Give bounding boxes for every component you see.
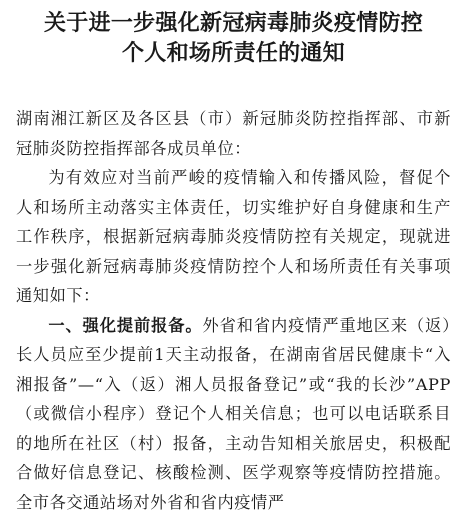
document-body (16, 104, 451, 517)
title-line-1: 关于进一步强化新冠病毒肺炎疫情防控 (16, 8, 451, 38)
intro-paragraph: 为有效应对当前严峻的疫情输入和传播风险，督促个人和场所主动落实主体责任，切实维护好自身健康和生产工作秩序，根据新冠病毒肺炎疫情防控有关规定，现就进一步强化新冠病毒肺炎疫情防控个人和场所责任有关事项通知如下： (16, 163, 451, 311)
section-1-heading: 一、强化提前报备。 (48, 316, 202, 335)
document-title (16, 0, 451, 68)
section-1-paragraph (16, 311, 451, 517)
section-1-text: 外省和省内疫情严重地区来（返）长人员应至少提前1天主动报备，在湖南省居民健康卡“入湘报备”—“入（返）湘人员报备登记”或“我的长沙”APP（或微信小程序）登记个人相关信息；也可以电话联系目的地所在社区（村）报备，主动告知相关旅居史，积极配合做好信息登记、核酸检测、医学观察等疫情防控措施。全市各交通站场对外省和省内疫情严 (16, 316, 451, 512)
addressee-paragraph: 湖南湘江新区及各区县（市）新冠肺炎防控指挥部、市新冠肺炎防控指挥部各成员单位： (16, 104, 451, 163)
title-line-2: 个人和场所责任的通知 (16, 38, 451, 68)
